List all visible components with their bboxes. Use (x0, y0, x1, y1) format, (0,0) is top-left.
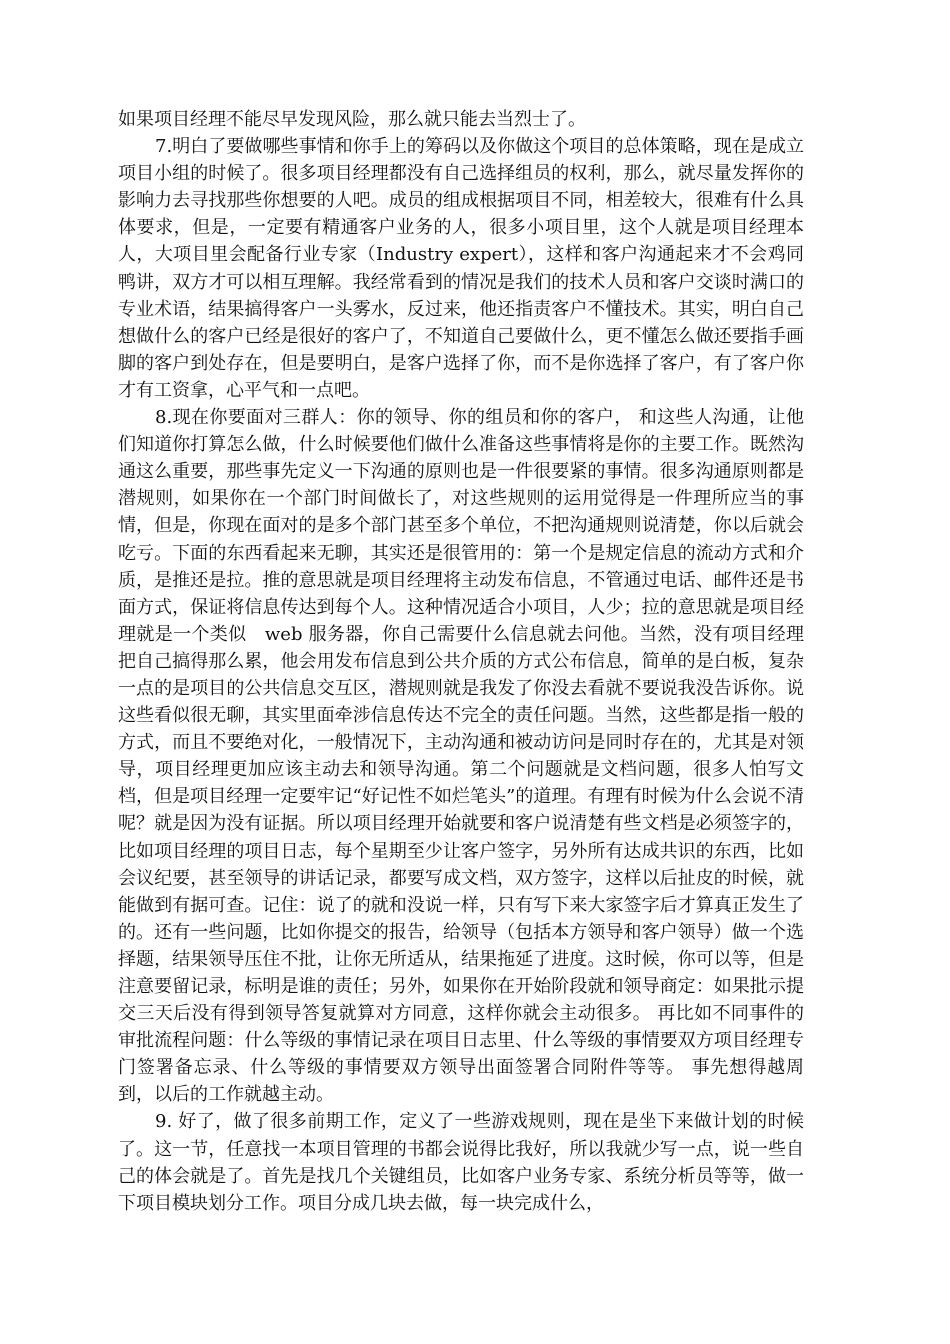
paragraph-7-team-building: 7.明白了要做哪些事情和你手上的筹码以及你做这个项目的总体策略，现在是成立项目小组的时候了。很多项目经理都没有自己选择组员的权利，那么，就尽量发挥你的影响力去寻找那些你想要的人吧。成员的组成根据项目不同，相差较大，很难有什么具体要求，但是，一定要有精通客户业务的人，很多小项目里，这个人就是项目经理本人，大项目里会配备行业专家（Industry expert），这样和客户沟通起来才不会鸡同鸭讲，双方才可以相互理解。我经常看到的情况是我们的技术人员和客户交谈时满口的专业术语，结果搞得客户一头雾水，反过来，他还指责客户不懂技术。其实，明白自己想做什么的客户已经是很好的客户了，不知道自己要做什么，更不懂怎么做还要指手画脚的客户到处存在，但是要明白，是客户选择了你，而不是你选择了客户，有了客户你才有工资拿，心平气和一点吧。 (118, 136, 804, 401)
paragraph-9-planning: 9. 好了，做了很多前期工作，定义了一些游戏规则，现在是坐下来做计划的时候了。这一节，任意找一本项目管理的书都会说得比我好，所以我就少写一点，说一些自己的体会就是了。首先是找几个关键组员，比如客户业务专家、系统分析员等等，做一下项目模块划分工作。项目分成几块去做，每一块完成什么， (118, 1111, 804, 1214)
paragraph-8-communication: 8.现在你要面对三群人：你的领导、你的组员和你的客户， 和这些人沟通，让他们知道你打算怎么做，什么时候要他们做什么准备这些事情将是你的主要工作。既然沟通这么重要，那些事先定义一下沟通的原则也是一件很要紧的事情。很多沟通原则都是潜规则，如果你在一个部门时间做长了，对这些规则的运用觉得是一件理所应当的事情，但是，你现在面对的是多个部门甚至多个单位，不把沟通规则说清楚，你以后就会吃亏。下面的东西看起来无聊，其实还是很管用的：第一个是规定信息的流动方式和介质，是推还是拉。推的意思就是项目经理将主动发布信息，不管通过电话、邮件还是书面方式，保证将信息传达到每个人。这种情况适合小项目，人少；拉的意思就是项目经理就是一个类似 web 服务器，你自己需要什么信息就去问他。当然，没有项目经理把自己搞得那么累，他会用发布信息到公共介质的方式公布信息，简单的是白板，复杂一点的是项目的公共信息交互区，潜规则就是我发了你没去看就不要说我没告诉你。说这些看似很无聊，其实里面牵涉信息传达不完全的责任问题。当然，这些都是指一般的方式，而且不要绝对化，一般情况下，主动沟通和被动访问是同时存在的，尤其是对领导，项目经理更加应该主动去和领导沟通。第二个问题就是文档问题，很多人怕写文档，但是项目经理一定要牢记“好记性不如烂笔头”的道理。有理有时候为什么会说不清呢？就是因为没有证据。所以项目经理开始就要和客户说清楚有些文档是必须签字的，比如项目经理的项目日志，每个星期至少让客户签字，另外所有达成共识的东西，比如会议纪要，甚至领导的讲话记录，都要写成文档，双方签字，这样以后扯皮的时候，就能做到有据可查。记住：说了的就和没说一样，只有写下来大家签字后才算真正发生了的。还有一些问题，比如你提交的报告，给领导（包括本方领导和客户领导）做一个选择题，结果领导压住不批，让你无所适从，结果拖延了进度。这时候，你可以等，但是注意要留记录，标明是谁的责任；另外，如果你在开始阶段就和领导商定：如果批示提交三天后没有得到领导答复就算对方同意，这样你就会主动很多。 再比如不同事件的审批流程问题：什么等级的事情记录在项目日志里、什么等级的事情要双方项目经理专门签署备忘录、什么等级的事情要双方领导出面签署合同附件等等。 事先想得越周到，以后的工作就越主动。 (118, 407, 804, 1106)
paragraph-risk-conclusion: 如果项目经理不能尽早发现风险，那么就只能去当烈士了。 (118, 109, 586, 130)
document-page (118, 106, 804, 1217)
